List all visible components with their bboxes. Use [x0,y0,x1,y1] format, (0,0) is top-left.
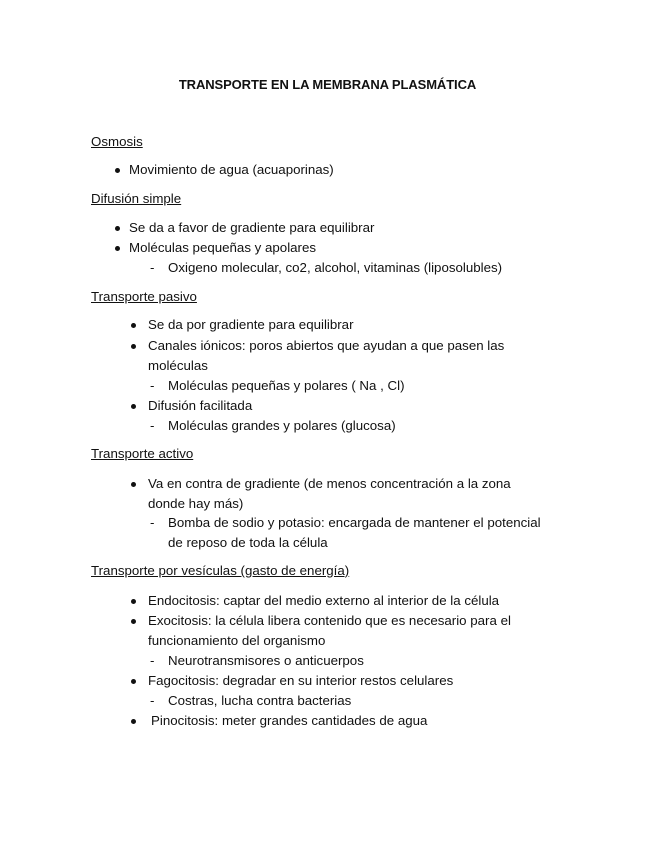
bullet-icon [131,719,136,724]
list-item: Difusión facilitada [148,398,253,413]
list-item: Moléculas pequeñas y apolares [129,240,317,255]
list-item: Fagocitosis: degradar en su interior restos celulares [148,673,454,688]
bullet-icon [131,482,136,487]
section-heading-osmosis: Osmosis [91,134,143,149]
section-heading-difusion-simple: Difusión simple [91,191,182,206]
bullet-icon [115,246,120,251]
list-item: Canales iónicos: poros abiertos que ayudan a que pasen las [148,338,505,353]
sub-list-item: Moléculas grandes y polares (glucosa) [168,418,396,433]
sub-list-item: Neurotransmisores o anticuerpos [168,653,364,668]
bullet-icon [115,168,120,173]
list-item-continuation: moléculas [148,358,208,373]
dash-marker: - [150,260,155,275]
list-item: Endocitosis: captar del medio externo al interior de la célula [148,593,500,608]
bullet-icon [115,226,120,231]
dash-marker: - [150,653,155,668]
bullet-icon [131,619,136,624]
bullet-icon [131,323,136,328]
list-item: Pinocitosis: meter grandes cantidades de agua [151,713,428,728]
list-item: Va en contra de gradiente (de menos concentración a la zona [148,476,511,491]
dash-marker: - [150,378,155,393]
section-heading-transporte-vesiculas: Transporte por vesículas (gasto de energía) [91,563,350,578]
sub-list-item: Oxigeno molecular, co2, alcohol, vitaminas (liposolubles) [168,260,503,275]
list-item: Se da a favor de gradiente para equilibrar [129,220,375,235]
list-item: Movimiento de agua (acuaporinas) [129,162,334,177]
list-item-continuation: funcionamiento del organismo [148,633,326,648]
sub-list-item: Costras, lucha contra bacterias [168,693,352,708]
bullet-icon [131,599,136,604]
sub-list-item-continuation: de reposo de toda la célula [168,535,328,550]
page-title: TRANSPORTE EN LA MEMBRANA PLASMÁTICA [178,77,477,92]
dash-marker: - [150,418,155,433]
dash-marker: - [150,515,155,530]
section-heading-transporte-activo: Transporte activo [91,446,194,461]
bullet-icon [131,404,136,409]
bullet-icon [131,344,136,349]
bullet-icon [131,679,136,684]
list-item-continuation: donde hay más) [148,496,244,511]
dash-marker: - [150,693,155,708]
sub-list-item: Moléculas pequeñas y polares ( Na , Cl) [168,378,405,393]
sub-list-item: Bomba de sodio y potasio: encargada de mantener el potencial [168,515,541,530]
list-item: Se da por gradiente para equilibrar [148,317,354,332]
section-heading-transporte-pasivo: Transporte pasivo [91,289,197,304]
list-item: Exocitosis: la célula libera contenido que es necesario para el [148,613,511,628]
